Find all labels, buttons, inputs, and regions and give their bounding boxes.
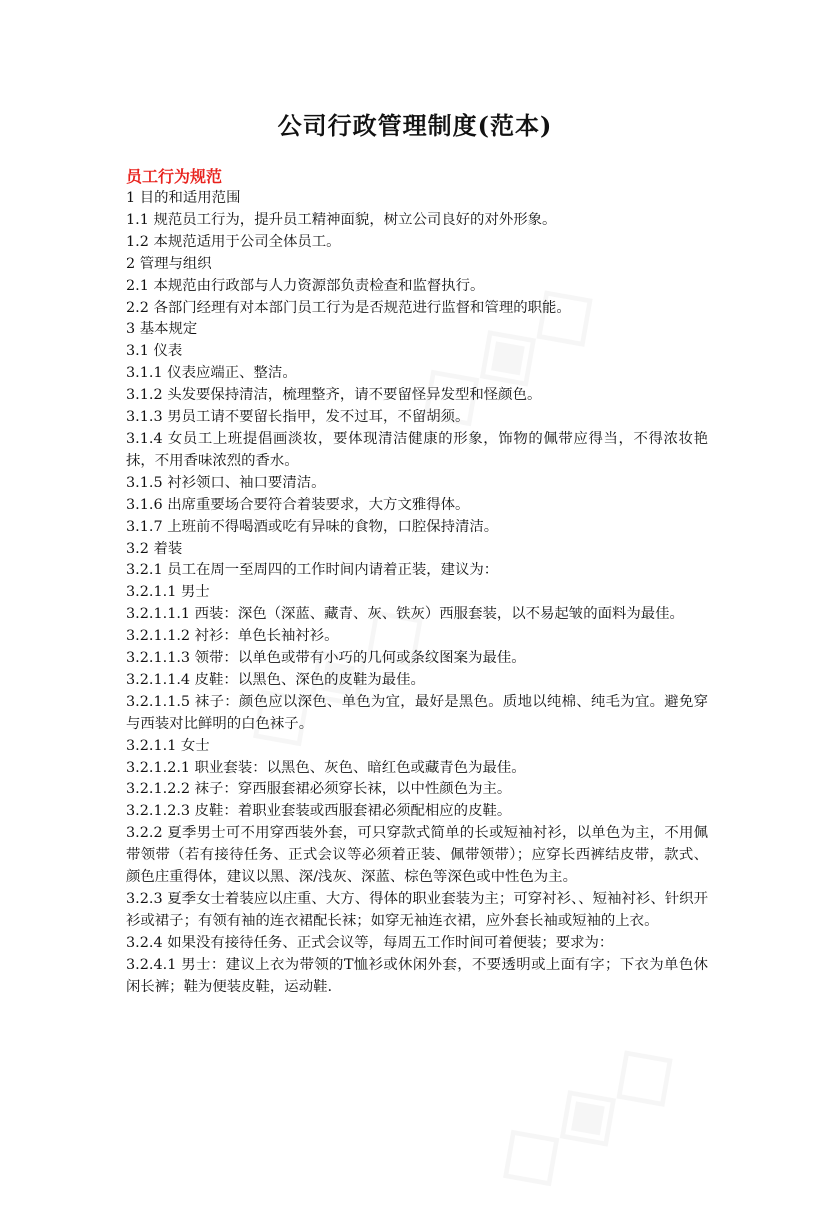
body-paragraph: 1.1 规范员工行为，提升员工精神面貌，树立公司良好的对外形象。 (126, 211, 557, 228)
body-paragraph: 3.1 仪表 (126, 343, 183, 360)
body-paragraph: 3.2.2 夏季男士可不用穿西装外套，可只穿款式简单的长或短袖衬衫，以单色为主，不用佩带领带（若有接待任务、正式会议等必须着正装、佩带领带）；应穿长西裤结皮带，款式、颜色庄重得体，建议以黑、深/浅灰、深蓝、棕色等深色或中性色为主。 (126, 825, 708, 886)
body-paragraph: 2.2 各部门经理有对本部门员工行为是否规范进行监督和管理的职能。 (126, 299, 571, 316)
document-title: 公司行政管理制度(范本) (277, 111, 553, 140)
body-paragraph: 3.2.1.1 男士 (126, 584, 210, 601)
body-paragraph: 3.1.4 女员工上班提倡画淡妆，要体现清洁健康的形象，饰物的佩带应得当，不得浓妆艳抹，不用香味浓烈的香水。 (126, 430, 708, 469)
body-paragraph: 3.2.3 夏季女士着装应以庄重、大方、得体的职业套装为主；可穿衬衫、、短袖衬衫、针织开衫或裙子；有领有袖的连衣裙配长袜；如穿无袖连衣裙，应外套长袖或短袖的上衣。 (126, 891, 708, 929)
body-paragraph: 3.2.1.2.2 袜子：穿西服套裙必须穿长袜，以中性颜色为主。 (126, 781, 512, 798)
body-paragraph: 3.2.1.2.3 皮鞋：着职业套装或西服套裙必须配相应的皮鞋。 (126, 803, 512, 820)
body-paragraph: 3.1.2 头发要保持清洁，梳理整齐，请不要留怪异发型和怪颜色。 (126, 387, 542, 404)
body-paragraph: 3.2.1.2.1 职业套装：以黑色、灰色、暗红色或藏青色为最佳。 (126, 759, 526, 776)
body-paragraph: 2 管理与组织 (126, 255, 212, 272)
document-body (126, 188, 708, 999)
body-paragraph: 3.2.4 如果没有接待任务、正式会议等，每周五工作时间可着便装；要求为： (126, 934, 614, 951)
body-paragraph: 3.2 着装 (126, 540, 183, 557)
body-paragraph: 3.1.5 衬衫领口、袖口要清洁。 (126, 474, 326, 491)
body-paragraph: 3 基本规定 (126, 321, 198, 338)
watermark-mark (469, 1010, 699, 1215)
section-heading: 员工行为规范 (126, 167, 223, 186)
body-paragraph: 3.2.1 员工在周一至周四的工作时间内请着正装，建议为： (126, 562, 499, 579)
body-paragraph: 3.2.1.1.3 领带：以单色或带有小巧的几何或条纹图案为最佳。 (126, 650, 526, 667)
body-paragraph: 2.1 本规范由行政部与人力资源部负责检查和监督执行。 (126, 277, 485, 294)
body-paragraph: 3.1.7 上班前不得喝酒或吃有异味的食物，口腔保持清洁。 (126, 518, 499, 535)
body-paragraph: 3.2.1.1.2 衬衫：单色长袖衬衫。 (126, 628, 339, 645)
body-paragraph: 3.1.3 男员工请不要留长指甲，发不过耳，不留胡须。 (126, 409, 470, 426)
body-paragraph: 3.1.6 出席重要场合要符合着装要求，大方文雅得体。 (126, 496, 470, 513)
body-paragraph: 3.2.4.1 男士：建议上衣为带领的T恤衫或休闲外套，不要透明或上面有字；下衣为单色休闲长裤；鞋为便装皮鞋，运动鞋. (126, 956, 708, 995)
body-paragraph: 3.2.1.1.4 皮鞋：以黑色、深色的皮鞋为最佳。 (126, 671, 425, 688)
body-paragraph: 1.2 本规范适用于公司全体员工。 (126, 233, 341, 250)
body-paragraph: 3.1.1 仪表应端正、整洁。 (126, 365, 297, 382)
body-paragraph: 3.2.1.1.1 西装：深色（深蓝、藏青、灰、铁灰）西服套装，以不易起皱的面料为最佳。 (126, 606, 684, 623)
body-paragraph: 3.2.1.1 女士 (126, 737, 210, 754)
body-paragraph: 1 目的和适用范围 (126, 190, 241, 206)
body-paragraph: 3.2.1.1.5 袜子：颜色应以深色、单色为宜，最好是黑色。质地以纯棉、纯毛为宜。避免穿与西装对比鲜明的白色袜子。 (126, 693, 708, 732)
